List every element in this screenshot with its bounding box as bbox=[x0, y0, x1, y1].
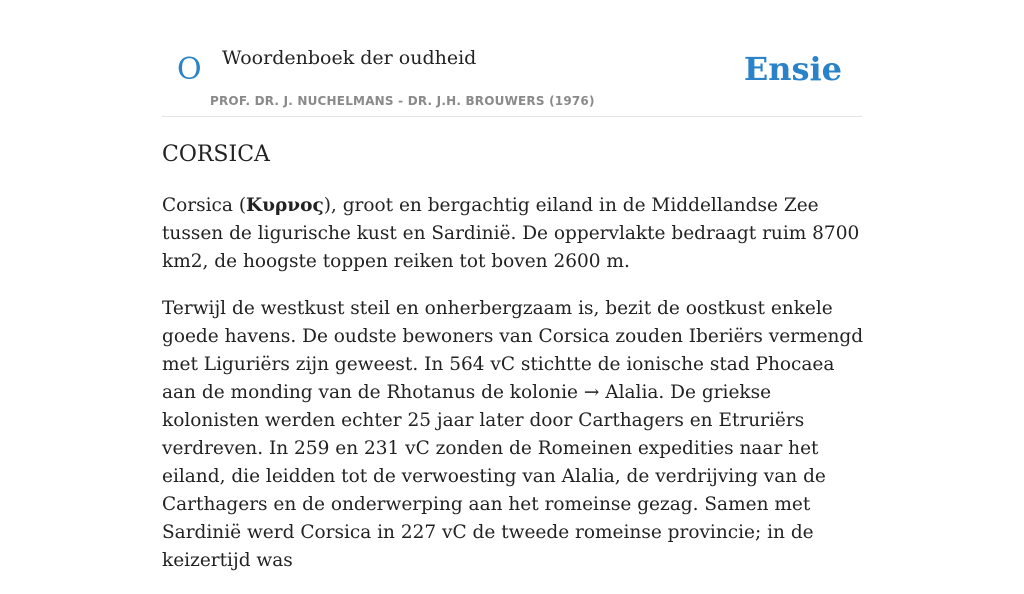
index-letter[interactable]: O bbox=[177, 52, 202, 87]
book-header bbox=[162, 0, 862, 117]
alalia-link[interactable]: → Alalia bbox=[583, 382, 659, 403]
paragraph-1 bbox=[162, 192, 864, 276]
greek-name: Κυρνος bbox=[246, 195, 324, 216]
p2-text-end: . De griekse kolonisten werden echter 25 jaar later door Carthagers en Etruriërs verdreven. In 259 en 231 vC zonden de Romeinen expedities naar het eiland, die leidden tot de verwoesting van Alalia, de verdrijving van de Carthagers en de onderwerping aan het romeinse gezag. Samen met Sardinië werd Corsica in 227 vC de tweede romeinse provincie; in de keizertijd was bbox=[162, 382, 826, 571]
ensie-logo-link[interactable]: Ensie bbox=[743, 50, 842, 88]
book-title[interactable]: Woordenboek der oudheid bbox=[222, 47, 477, 69]
article-body bbox=[162, 192, 864, 594]
paragraph-2 bbox=[162, 295, 864, 575]
article-title: CORSICA bbox=[162, 142, 270, 167]
p1-text-start: Corsica ( bbox=[162, 195, 247, 216]
p1-text-end: ), groot en bergachtig eiland in de Middellandse Zee tussen de ligurische kust en Sardinië. De oppervlakte bedraagt ruim 8700 km2, de hoogste toppen reiken tot boven 2600 m. bbox=[162, 195, 860, 272]
book-authors: PROF. DR. J. NUCHELMANS - DR. J.H. BROUWERS (1976) bbox=[210, 94, 595, 108]
p2-text-start: Terwijl de westkust steil en onherbergzaam is, bezit de oostkust enkele goede havens. De oudste bewoners van Corsica zouden Iberiërs vermengd met Liguriërs zijn geweest. In 564 vC stichtte de ionische stad Phocaea aan de monding van de Rhotanus de kolonie bbox=[162, 298, 864, 403]
